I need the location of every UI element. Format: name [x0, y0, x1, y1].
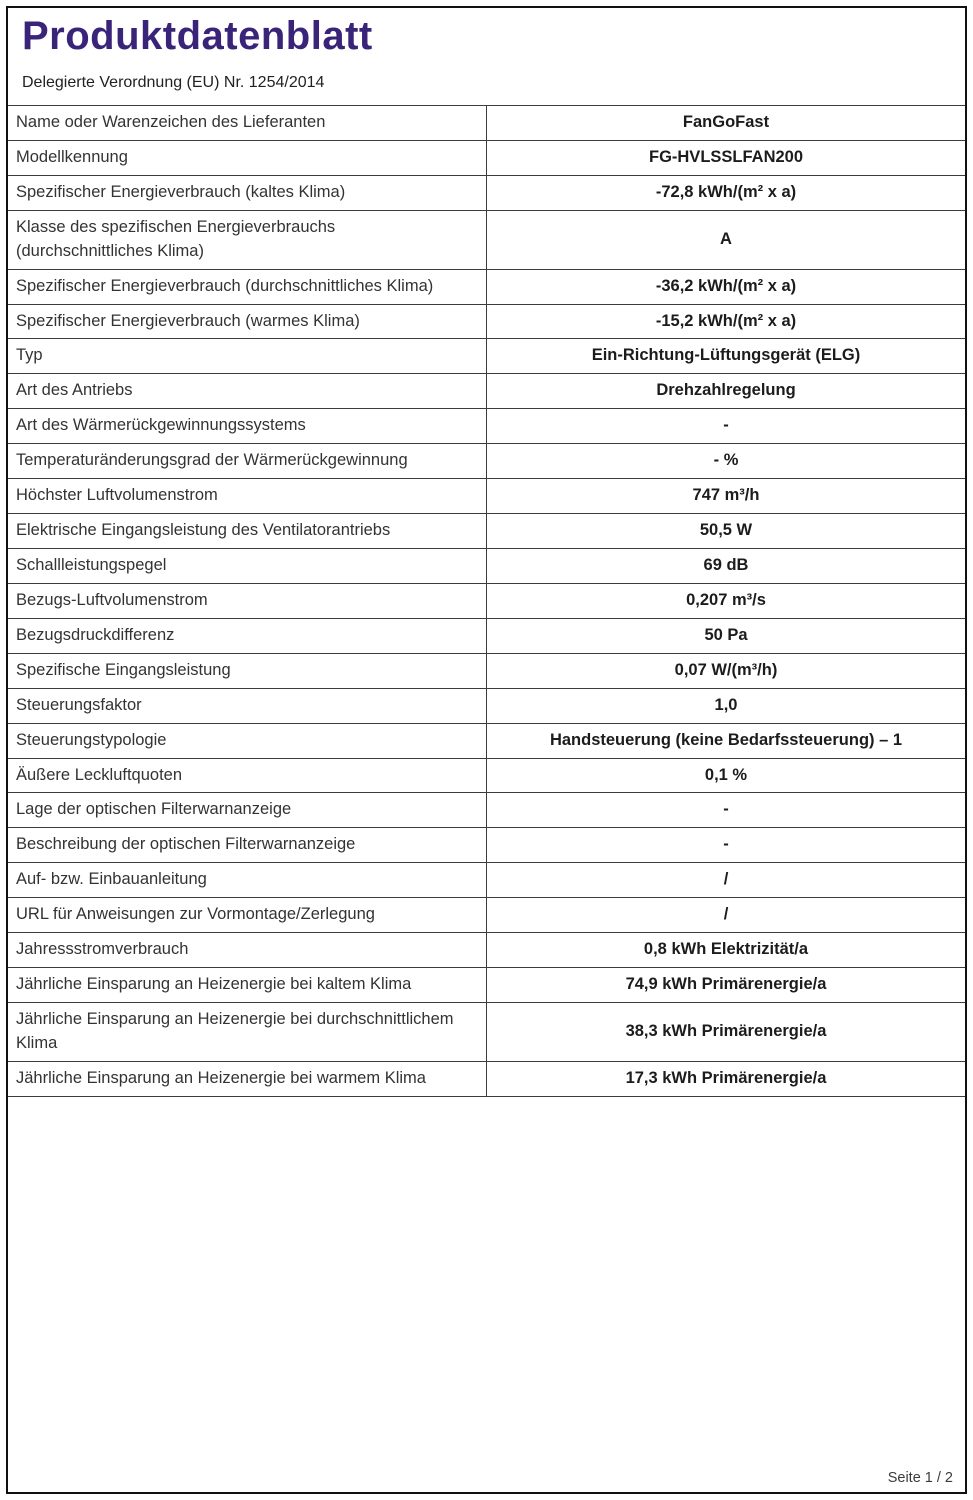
row-label: Äußere Leckluftquoten: [16, 765, 183, 784]
table-row: [8, 1003, 965, 1062]
row-value: -15,2 kWh/(m² x a): [486, 305, 965, 339]
table-row: [8, 898, 965, 933]
row-label: Bezugsdruckdifferenz: [16, 625, 175, 644]
table-row: [8, 514, 965, 549]
table-row: [8, 176, 965, 211]
row-value: FanGoFast: [486, 106, 965, 140]
row-label: Spezifischer Energieverbrauch (warmes Klima): [16, 311, 360, 330]
table-row: [8, 339, 965, 374]
row-label: Modellkennung: [16, 147, 128, 166]
table-row: [8, 479, 965, 514]
table-row: [8, 968, 965, 1003]
row-label: Lage der optischen Filterwarnanzeige: [16, 800, 292, 819]
row-label: Name oder Warenzeichen des Lieferanten: [16, 113, 326, 131]
row-label: Höchster Luftvolumenstrom: [16, 486, 218, 505]
page-number: Seite 1 / 2: [887, 1470, 953, 1486]
row-label: Art des Wärmerückgewinnungssystems: [16, 416, 306, 435]
row-value: /: [486, 863, 965, 897]
table-row: [8, 828, 965, 863]
row-value: /: [486, 898, 965, 932]
row-value: 747 m³/h: [486, 479, 965, 513]
row-value: 69 dB: [486, 549, 965, 583]
datasheet-page: [6, 6, 967, 1494]
row-label: Typ: [16, 346, 43, 365]
table-row: [8, 654, 965, 689]
row-value: Handsteuerung (keine Bedarfssteuerung) – 1: [486, 724, 965, 758]
row-value: -: [486, 409, 965, 443]
row-value: A: [486, 211, 965, 269]
row-label: Elektrische Eingangsleistung des Ventilatorantriebs: [16, 521, 391, 540]
table-row: [8, 724, 965, 759]
table-row: [8, 584, 965, 619]
row-label: Bezugs-Luftvolumenstrom: [16, 590, 208, 609]
row-label: Spezifischer Energieverbrauch (durchschnittliches Klima): [16, 276, 434, 295]
row-value: 17,3 kWh Primärenergie/a: [486, 1062, 965, 1096]
table-row: [8, 619, 965, 654]
row-label: Steuerungstypologie: [16, 730, 167, 749]
table-row: [8, 689, 965, 724]
row-label: Auf- bzw. Einbauanleitung: [16, 870, 207, 889]
row-label: Schallleistungspegel: [16, 555, 167, 574]
row-value: 50 Pa: [486, 619, 965, 653]
row-value: 0,8 kWh Elektrizität/a: [486, 933, 965, 967]
row-value: 50,5 W: [486, 514, 965, 548]
row-label: Beschreibung der optischen Filterwarnanzeige: [16, 835, 356, 854]
table-row: [8, 863, 965, 898]
row-value: -72,8 kWh/(m² x a): [486, 176, 965, 210]
row-label: Spezifische Eingangsleistung: [16, 660, 231, 679]
table-row: [8, 374, 965, 409]
row-value: Drehzahlregelung: [486, 374, 965, 408]
row-label: Temperaturänderungsgrad der Wärmerückgewinnung: [16, 451, 408, 470]
table-row: [8, 409, 965, 444]
row-value: 0,07 W/(m³/h): [486, 654, 965, 688]
row-label: Jahressstromverbrauch: [16, 940, 189, 959]
row-label: URL für Anweisungen zur Vormontage/Zerlegung: [16, 905, 375, 924]
row-label: Steuerungsfaktor: [16, 695, 142, 714]
datasheet-table: [8, 105, 965, 1097]
row-value: 0,1 %: [486, 759, 965, 793]
row-value: 0,207 m³/s: [486, 584, 965, 618]
header: [8, 8, 965, 92]
row-value: - %: [486, 444, 965, 478]
table-row: [8, 759, 965, 794]
table-row: [8, 305, 965, 340]
row-label: Jährliche Einsparung an Heizenergie bei kaltem Klima: [16, 975, 412, 994]
row-value: -: [486, 828, 965, 862]
row-value: 1,0: [486, 689, 965, 723]
row-label: Art des Antriebs: [16, 381, 133, 400]
row-value: 38,3 kWh Primärenergie/a: [486, 1003, 965, 1061]
row-value: -: [486, 793, 965, 827]
table-row: [8, 270, 965, 305]
table-row: [8, 1062, 965, 1097]
row-label: Spezifischer Energieverbrauch (kaltes Klima): [16, 182, 346, 201]
table-row: [8, 549, 965, 584]
row-label: Klasse des spezifischen Energieverbrauchs (durchschnittliches Klima): [16, 217, 336, 260]
table-row: [8, 211, 965, 270]
row-label: Jährliche Einsparung an Heizenergie bei durchschnittlichem Klima: [16, 1009, 454, 1052]
table-row: [8, 793, 965, 828]
row-value: 74,9 kWh Primärenergie/a: [486, 968, 965, 1002]
page-title: Produktdatenblatt: [22, 14, 373, 58]
table-row: [8, 141, 965, 176]
row-label: Jährliche Einsparung an Heizenergie bei warmem Klima: [16, 1068, 426, 1087]
row-value: FG-HVLSSLFAN200: [486, 141, 965, 175]
page-subtitle: Delegierte Verordnung (EU) Nr. 1254/2014: [22, 74, 325, 91]
row-value: Ein-Richtung-Lüftungsgerät (ELG): [486, 339, 965, 373]
table-row: [8, 444, 965, 479]
row-value: -36,2 kWh/(m² x a): [486, 270, 965, 304]
table-row: [8, 933, 965, 968]
table-row: [8, 106, 965, 141]
